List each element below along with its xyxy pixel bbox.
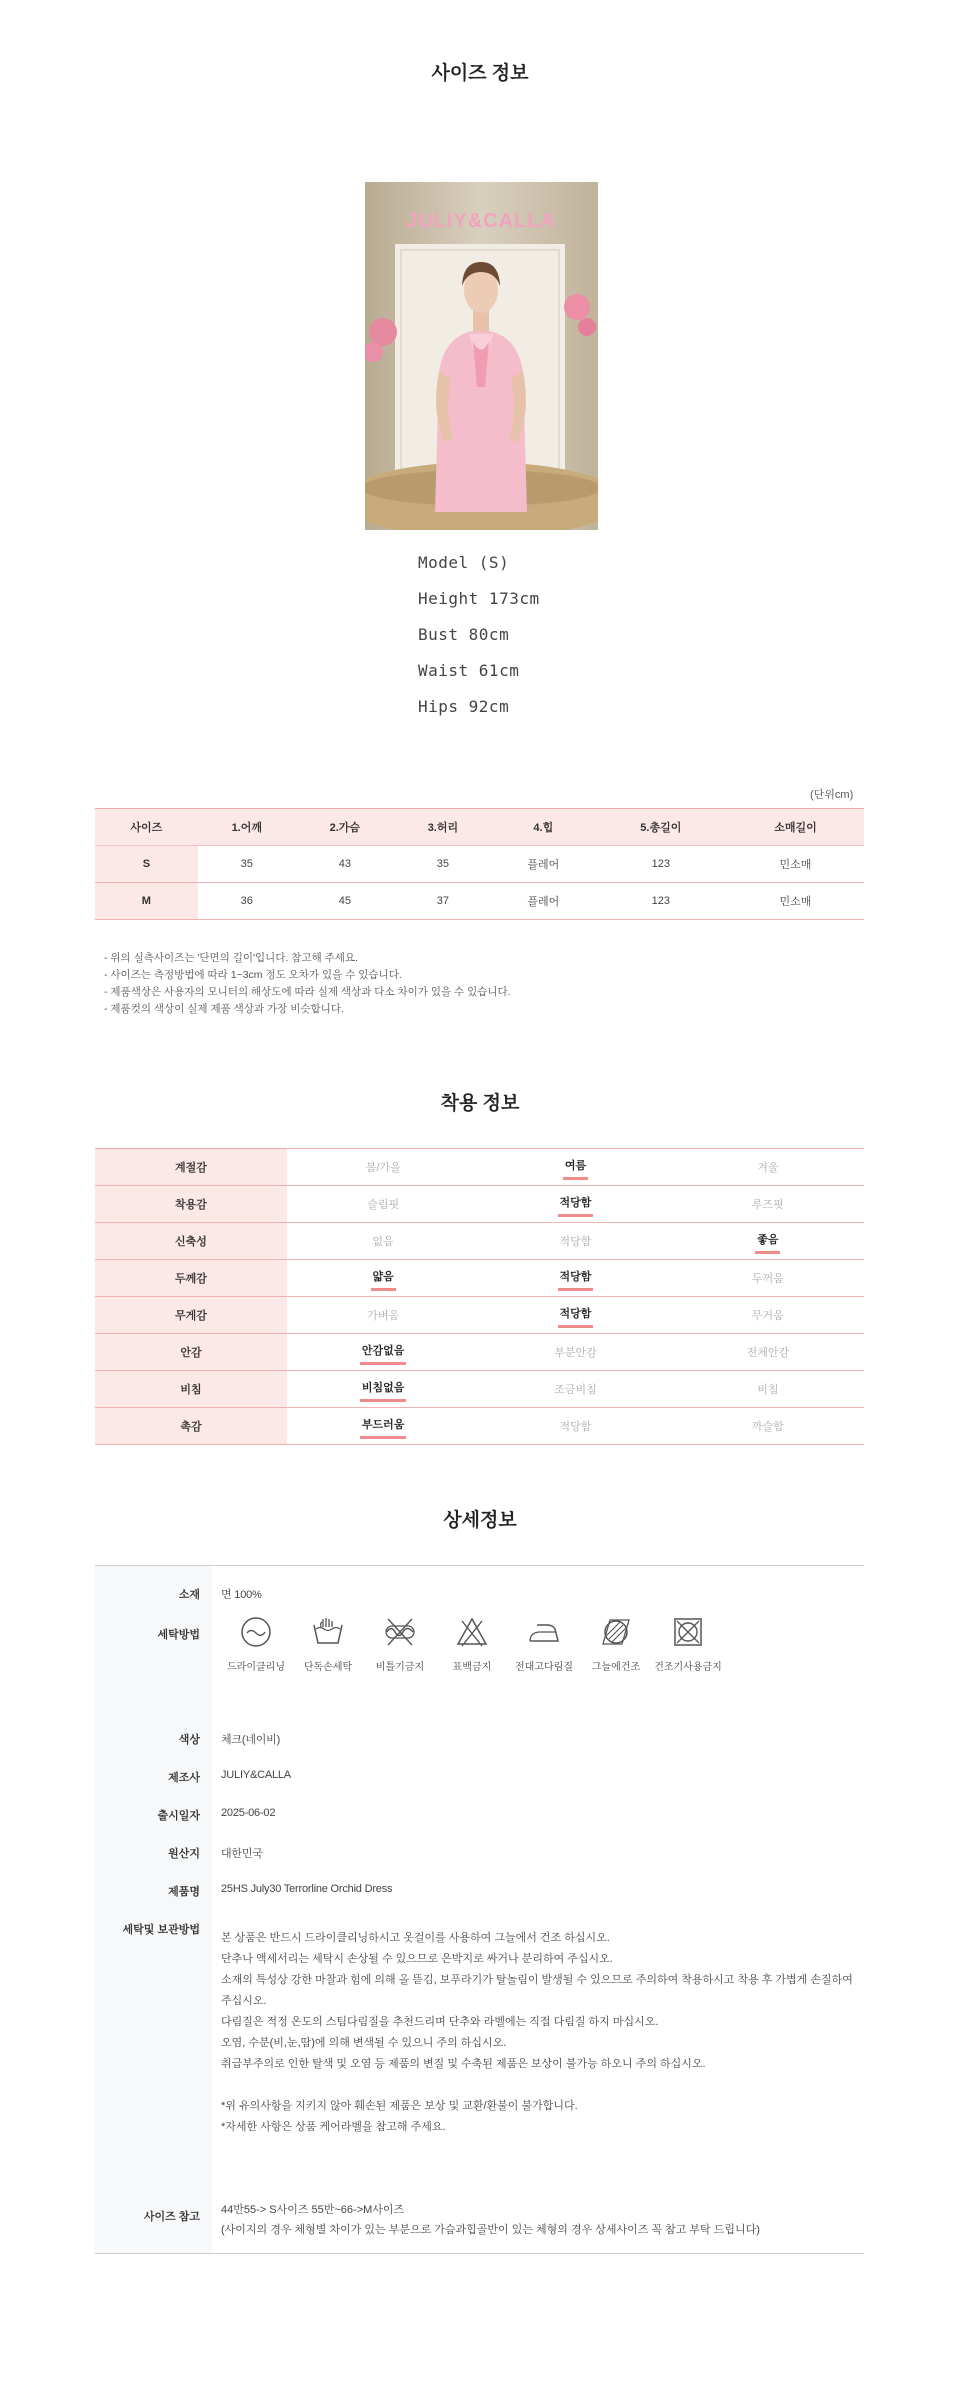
detail-title: 상세정보	[443, 1510, 517, 1531]
fit-option-label: 슬림핏	[367, 1199, 400, 1211]
fit-option-label: 루즈핏	[751, 1199, 784, 1211]
wash-item	[221, 1615, 291, 1673]
wash-item	[581, 1615, 651, 1673]
care-line	[221, 2075, 861, 2096]
wash-item	[509, 1615, 579, 1673]
size-ref-line: 44반55-> S사이즈 55반~66->M사이즈	[221, 2204, 405, 2216]
table-cell: 35	[198, 846, 296, 883]
fit-option	[479, 1371, 671, 1408]
fit-label: 안감	[95, 1334, 287, 1371]
table-cell: 플레어	[492, 883, 595, 920]
fit-option-label: 좋음	[757, 1231, 778, 1252]
photo-brand-logo: JULIY&CALLA	[406, 210, 556, 232]
size-info-title: 사이즈 정보	[431, 63, 529, 84]
fit-table	[95, 1148, 864, 1445]
model-measurements	[418, 552, 540, 732]
size-cell: M	[95, 883, 198, 920]
iron-medium-icon	[527, 1615, 561, 1649]
fit-option	[479, 1186, 671, 1223]
fit-option	[287, 1408, 479, 1445]
wash-item	[653, 1615, 723, 1673]
product-value: 25HS July30 Terrorline Orchid Dress	[221, 1883, 393, 1895]
fit-info-title: 착용 정보	[440, 1093, 520, 1114]
no-tumble-dry-icon	[671, 1615, 705, 1649]
fit-option-label: 안감없음	[362, 1342, 405, 1363]
care-label: 세탁및 보관방법	[122, 1924, 200, 1936]
fit-option	[479, 1334, 671, 1371]
table-cell: 43	[296, 846, 394, 883]
note-line: - 제품색상은 사용자의 모니터의 해상도에 따라 실제 색상과 다소 차이가 있을 수 있습니다.	[104, 986, 511, 998]
fit-option-label: 얇음	[373, 1268, 394, 1289]
fit-option	[672, 1371, 864, 1408]
fit-option-label: 두꺼움	[751, 1273, 784, 1285]
care-line: 다림질은 적정 온도의 스팀다림질을 추천드리며 단추와 라벨에는 직접 다림질 하지 마십시오.	[221, 2016, 659, 2028]
wash-label-notumble: 건조기사용금지	[654, 1662, 722, 1673]
care-line: 오염, 수분(비,눈,땀)에 의해 변색될 수 있으니 주의 하십시오.	[221, 2037, 507, 2049]
detail-label-column	[95, 1566, 212, 2253]
material-value: 면 100%	[221, 1589, 262, 1601]
table-cell: 37	[394, 883, 492, 920]
fit-row	[95, 1408, 864, 1445]
header-length: 5.총길이	[595, 809, 727, 846]
hand-wash-icon	[311, 1615, 345, 1649]
fit-option-label: 겨울	[757, 1162, 779, 1174]
product-label: 제품명	[168, 1886, 200, 1898]
fit-option-label: 비침	[757, 1384, 779, 1396]
wash-label-handwash: 단독손세탁	[303, 1662, 353, 1673]
no-wring-icon	[383, 1615, 417, 1649]
fit-option	[287, 1334, 479, 1371]
fit-option-label: 없음	[372, 1236, 394, 1248]
dry-clean-icon	[239, 1615, 273, 1649]
care-line: 본 상품은 반드시 드라이클리닝하시고 옷걸이를 사용하여 그늘에서 건조 하십시오.	[221, 1932, 610, 1944]
fit-option-label: 적당함	[560, 1305, 592, 1326]
wash-label-iron: 전대고다림질	[515, 1662, 573, 1673]
model-waist: Waist 61cm	[418, 661, 520, 680]
wash-label-shadedry: 그늘에건조	[591, 1662, 641, 1673]
wash-label-nowring: 비틀기금지	[375, 1662, 425, 1673]
origin-value: 대한민국	[221, 1848, 263, 1860]
care-line: *자세한 사항은 상품 케어라벨을 참고해 주세요.	[221, 2121, 446, 2133]
fit-option	[672, 1334, 864, 1371]
wash-item	[437, 1615, 507, 1673]
table-row	[95, 883, 864, 920]
fit-option	[287, 1297, 479, 1334]
maker-label: 제조사	[168, 1772, 200, 1784]
fit-option	[287, 1186, 479, 1223]
header-sleeve: 소매길이	[727, 809, 864, 846]
fit-label: 계절감	[95, 1149, 287, 1186]
fit-option-label: 전체안감	[746, 1347, 790, 1359]
fit-label: 착용감	[95, 1186, 287, 1223]
fit-option-label: 적당함	[560, 1268, 592, 1289]
fit-option-label: 부분안감	[554, 1347, 597, 1359]
fit-option-label: 여름	[565, 1157, 586, 1178]
care-line: *위 유의사항을 지키지 않아 훼손된 제품은 보상 및 교환/환불이 불가합니다.	[221, 2100, 578, 2112]
fit-option	[287, 1371, 479, 1408]
size-notes	[104, 950, 511, 1018]
fit-option	[479, 1297, 671, 1334]
fit-option	[672, 1297, 864, 1334]
unit-label: (단위cm)	[810, 789, 854, 801]
size-reference	[221, 2200, 760, 2240]
wash-item	[293, 1615, 363, 1673]
table-cell: 45	[296, 883, 394, 920]
wash-label-nobleach: 표백금지	[452, 1662, 492, 1673]
wash-label-dryclean: 드라이클리닝	[227, 1662, 285, 1673]
fit-option	[287, 1260, 479, 1297]
color-label: 색상	[178, 1734, 200, 1746]
fit-option-label: 부드러움	[362, 1416, 405, 1437]
note-line: - 제품컷의 색상이 실제 제품 색상과 가장 비슷합니다.	[104, 1003, 344, 1015]
model-height: Height 173cm	[418, 589, 540, 608]
care-line: 취급부주의로 인한 탈색 및 오염 등 제품의 변질 및 수축된 제품은 보상이 불가능 하오니 주의 하십시오.	[221, 2058, 706, 2070]
size-table	[95, 808, 864, 920]
fit-option	[672, 1186, 864, 1223]
fit-label: 무게감	[95, 1297, 287, 1334]
fit-option	[672, 1223, 864, 1260]
table-cell: 35	[394, 846, 492, 883]
shade-dry-icon	[599, 1615, 633, 1649]
note-line: - 사이즈는 측정방법에 따라 1~3cm 정도 오차가 있을 수 있습니다.	[104, 969, 402, 981]
fit-option-label: 조금비침	[554, 1384, 597, 1396]
fit-option	[672, 1408, 864, 1445]
fit-label: 비침	[95, 1371, 287, 1408]
fit-option-label: 까슬함	[751, 1421, 784, 1433]
size-ref-label: 사이즈 참고	[143, 2211, 200, 2223]
fit-option	[479, 1260, 671, 1297]
fit-label: 촉감	[95, 1408, 287, 1445]
fit-row	[95, 1223, 864, 1260]
fit-option-label: 적당함	[559, 1421, 592, 1433]
model-size: Model (S)	[418, 553, 510, 572]
fit-row	[95, 1149, 864, 1186]
fit-option	[672, 1149, 864, 1186]
table-row	[95, 846, 864, 883]
header-hip: 4.힙	[492, 809, 595, 846]
care-line: 주십시오.	[221, 1995, 267, 2007]
fit-label: 신축성	[95, 1223, 287, 1260]
fit-option-label: 가벼움	[367, 1310, 400, 1322]
fit-option	[479, 1223, 671, 1260]
wash-item	[365, 1615, 435, 1673]
table-cell: 민소매	[727, 883, 864, 920]
release-value: 2025-06-02	[221, 1807, 276, 1819]
color-value: 체크(네이비)	[221, 1734, 281, 1746]
fit-option	[287, 1149, 479, 1186]
origin-label: 원산지	[168, 1848, 200, 1860]
fit-row	[95, 1371, 864, 1408]
table-cell: 123	[595, 883, 727, 920]
fit-option	[479, 1408, 671, 1445]
table-cell: 플레어	[492, 846, 595, 883]
header-chest: 2.가슴	[296, 809, 394, 846]
size-cell: S	[95, 846, 198, 883]
fit-option	[479, 1149, 671, 1186]
care-line: 소재의 특성상 강한 마찰과 힘에 의해 올 뜯김, 보푸라기가 탈놀림이 발생될 수 있으므로 주의하여 착용하시고 착용 후 가볍게 손질하여	[221, 1974, 853, 1986]
header-shoulder: 1.어깨	[198, 809, 296, 846]
fit-option-label: 적당함	[559, 1236, 592, 1248]
care-line: 단추나 액세서리는 세탁시 손상될 수 있으므로 은박지로 싸거나 분리하여 주십시오.	[221, 1953, 613, 1965]
model-photo	[365, 182, 598, 530]
fit-option-label: 무거움	[751, 1310, 784, 1322]
table-cell: 123	[595, 846, 727, 883]
model-hips: Hips 92cm	[418, 697, 510, 716]
note-line: - 위의 실측사이즈는 '단면의 길이'입니다. 참고해 주세요.	[104, 952, 358, 964]
fit-row	[95, 1260, 864, 1297]
model-bust: Bust 80cm	[418, 625, 510, 644]
wash-label: 세탁방법	[157, 1629, 200, 1641]
header-waist: 3.허리	[394, 809, 492, 846]
fit-row	[95, 1334, 864, 1371]
fit-option-label: 비침없음	[362, 1379, 405, 1400]
release-label: 출시일자	[157, 1810, 200, 1822]
fit-label: 두께감	[95, 1260, 287, 1297]
fit-option-label: 적당함	[560, 1194, 592, 1215]
model-photo-image	[365, 182, 598, 530]
material-label: 소재	[178, 1589, 200, 1601]
header-size: 사이즈	[95, 809, 198, 846]
size-table-header	[95, 809, 864, 846]
fit-option	[287, 1223, 479, 1260]
table-cell: 민소매	[727, 846, 864, 883]
fit-option-label: 봄/가을	[365, 1162, 401, 1174]
no-bleach-icon	[455, 1615, 489, 1649]
table-cell: 36	[198, 883, 296, 920]
maker-value: JULIY&CALLA	[221, 1769, 291, 1781]
fit-row	[95, 1186, 864, 1223]
fit-option	[672, 1260, 864, 1297]
care-instructions	[221, 1928, 861, 2138]
fit-row	[95, 1297, 864, 1334]
size-ref-line: (사이지의 경우 체형별 차이가 있는 부분으로 가슴과힙골반이 있는 체형의 경우 상세사이즈 꼭 참고 부탁 드립니다)	[221, 2224, 760, 2236]
